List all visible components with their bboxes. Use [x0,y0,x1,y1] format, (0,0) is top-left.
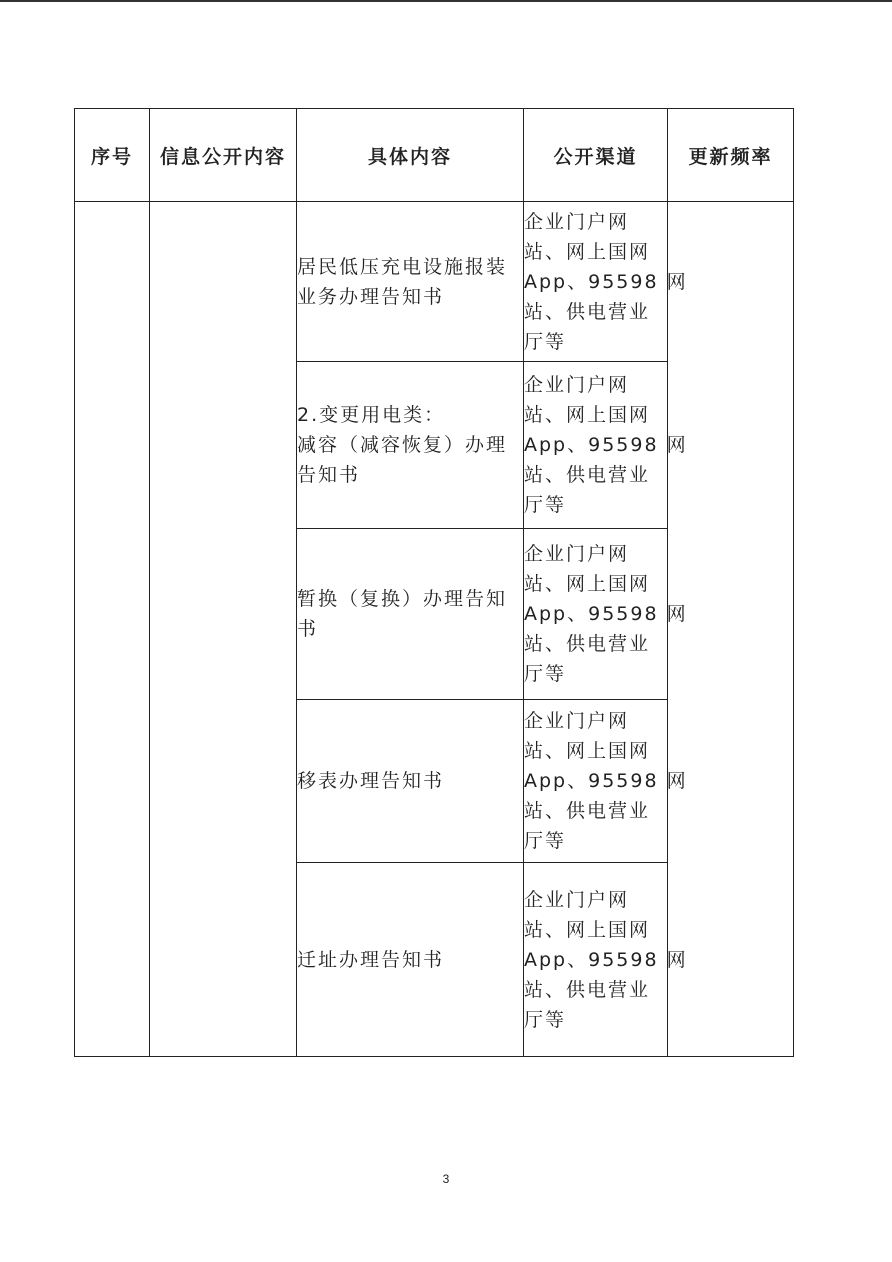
page-number: 3 [442,1172,450,1186]
detail-line: 移表办理告知书 [297,770,445,792]
channel-line: App、95598 网 [524,603,688,625]
seq-cell [75,202,150,1057]
channel-line: 厅等 [524,1008,567,1031]
channel-line: 站、供电营业 [524,633,651,655]
channel-cell [524,529,688,700]
detail-cell [297,362,524,529]
channel-line: 厅等 [524,663,567,685]
detail-line: 业务办理告知书 [297,285,445,308]
info-content-cell [150,202,297,1057]
channel-line: 企业门户网 [524,374,630,396]
detail-cell [297,529,524,700]
channel-line: 站、供电营业 [524,300,651,323]
channel-line: 站、供电营业 [524,464,651,486]
channel-cell [524,362,688,529]
detail-cell [297,863,524,1057]
detail-line: 书 [297,618,319,640]
detail-line: 迁址办理告知书 [297,948,445,971]
header-frequency: 更新频率 [668,109,794,202]
frequency-cell [668,202,794,1057]
detail-cell [297,202,524,362]
detail-line: 2.变更用电类： [297,404,446,426]
detail-cell [297,700,524,863]
channel-line: 厅等 [524,494,567,516]
channel-line: 厅等 [524,330,567,353]
channel-line: 厅等 [524,830,567,852]
detail-line: 暂换（复换）办理告知 [297,588,508,610]
header-detail-content: 具体内容 [297,109,524,202]
header-channel: 公开渠道 [524,109,668,202]
channel-line: App、95598 网 [524,270,688,293]
header-info-content: 信息公开内容 [150,109,297,202]
detail-line: 居民低压充电设施报装 [297,255,508,278]
disclosure-table [74,108,794,1057]
detail-line: 减容（减容恢复）办理 [297,434,508,456]
channel-line: 站、网上国网 [524,240,651,263]
channel-line: 企业门户网 [524,888,630,911]
top-border-line [0,0,892,2]
header-seq: 序号 [75,109,150,202]
channel-line: 站、网上国网 [524,404,651,426]
channel-line: App、95598 网 [524,948,688,971]
detail-line: 告知书 [297,464,361,486]
channel-line: 企业门户网 [524,543,630,565]
channel-line: 企业门户网 [524,210,630,233]
channel-cell [524,863,688,1057]
table-header-row [75,109,794,202]
channel-line: App、95598 网 [524,434,688,456]
channel-cell [524,700,688,863]
channel-line: 站、网上国网 [524,573,651,595]
channel-line: 企业门户网 [524,710,630,732]
channel-line: 站、供电营业 [524,978,651,1001]
channel-line: App、95598 网 [524,770,688,792]
channel-cell [524,202,688,362]
channel-line: 站、网上国网 [524,740,651,762]
channel-line: 站、供电营业 [524,800,651,822]
channel-line: 站、网上国网 [524,918,651,941]
table-row [75,202,794,362]
